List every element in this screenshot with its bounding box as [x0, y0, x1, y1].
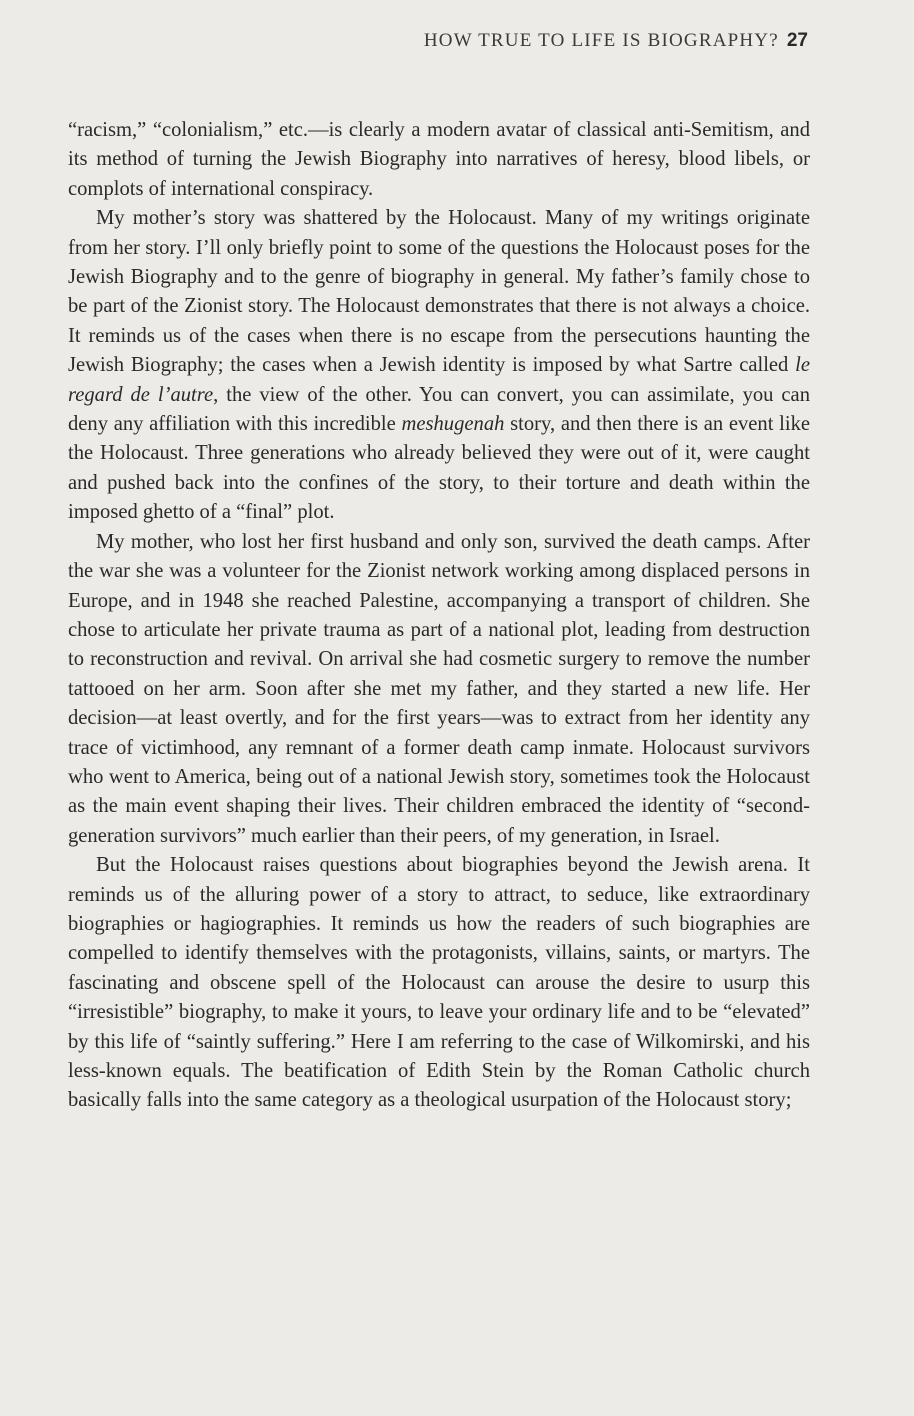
paragraph	[68, 528, 810, 851]
italic-phrase: meshugenah	[401, 413, 505, 436]
body-text	[68, 116, 810, 1116]
paragraph	[68, 204, 810, 527]
page-number: 27	[786, 30, 808, 51]
running-head	[424, 30, 808, 52]
text-run: My mother’s story was shattered by the Holocaust. Many of my writings originate from her story. I’ll only briefly point to some of the questions the Holocaust poses for the Jewish Biography and to the genre of biography in general. My father’s family chose to be part of the Zionist story. The Holocaust demonstrates that there is not always a choice. It reminds us of the cases when there is no escape from the persecutions haunting the Jewish Biography; the cases when a Jewish identity is imposed by what Sartre called	[68, 207, 810, 377]
text-run: story, and then there is an event like the Holocaust. Three generations who already believed they were out of it, were caught and pushed back into the confines of the story, to their torture and death within the imposed ghetto of a “final” plot.	[68, 413, 811, 524]
paragraph	[68, 851, 810, 1116]
running-head-title: HOW TRUE TO LIFE IS BIOGRAPHY?	[423, 30, 779, 51]
text-run: My mother, who lost her first husband and only son, survived the death camps. After the war she was a volunteer for the Zionist network working among displaced persons in Europe, and in 1948 she reached Palestine, accompanying a transport of children. She chose to articulate her private trauma as part of a national plot, leading from destruction to reconstruction and revival. On arrival she had cosmetic surgery to remove the number tattooed on her arm. Soon after she met my father, and they started a new life. Her decision—at least overtly, and for the first years—was to extract from her identity any trace of victimhood, any remnant of a former death camp inmate. Holocaust survivors who went to America, being out of a national Jewish story, sometimes took the Holocaust as the main event shaping their lives. Their children embraced the identity of “second-generation survivors” much earlier than their peers, of my generation, in Israel.	[68, 530, 810, 847]
text-run: “racism,” “colonialism,” etc.—is clearly a modern avatar of classical anti-Semitism, and its method of turning the Jewish Biography into narratives of heresy, blood libels, or complots of international conspiracy.	[68, 119, 810, 200]
text-run: , the view of the other. You can convert, you can assimilate, you can deny any affiliation with this incredible	[68, 383, 810, 436]
italic-phrase: le regard de l’autre	[68, 354, 810, 406]
paragraph	[68, 116, 810, 204]
text-run: But the Holocaust raises questions about biographies beyond the Jewish arena. It reminds us of the alluring power of a story to attract, to seduce, like extraordinary biographies or hagiographies. It reminds us how the readers of such biographies are compelled to identify themselves with the protagonists, villains, saints, or martyrs. The fascinating and obscene spell of the Holocaust can arouse the desire to usurp this “irresistible” biography, to make it yours, to leave your ordinary life and to be “elevated” by this life of “saintly suffering.” Here I am referring to the case of Wilkomirski, and his less-known equals. The beatification of Edith Stein by the Roman Catholic church basically falls into the same category as a theological usurpation of the Holocaust story;	[68, 854, 810, 1112]
